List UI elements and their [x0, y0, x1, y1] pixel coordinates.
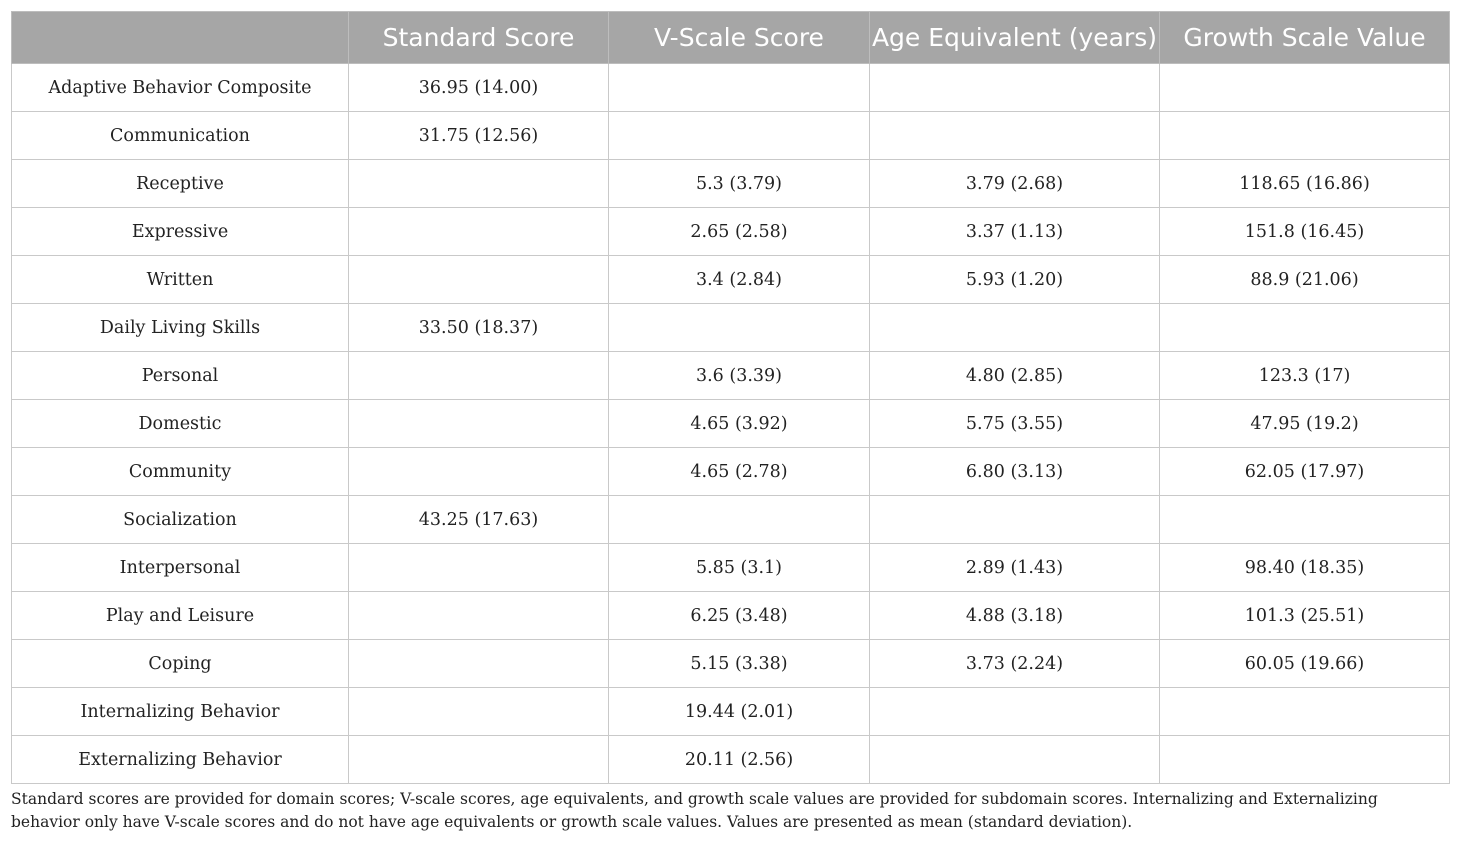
- cell-age-equivalent: 3.37 (1.13): [870, 208, 1160, 256]
- cell-measure: Domestic: [12, 400, 349, 448]
- table-row: [12, 736, 1450, 784]
- table-header: [12, 12, 1450, 64]
- cell-growth-scale-value: [1160, 304, 1450, 352]
- cell-standard-score: [349, 640, 609, 688]
- cell-growth-scale-value: [1160, 736, 1450, 784]
- table-row: [12, 304, 1450, 352]
- cell-growth-scale-value: 101.3 (25.51): [1160, 592, 1450, 640]
- table-row: [12, 352, 1450, 400]
- table-container: [11, 11, 1449, 784]
- cell-v-scale-score: 3.4 (2.84): [609, 256, 870, 304]
- cell-measure: Expressive: [12, 208, 349, 256]
- cell-age-equivalent: 5.75 (3.55): [870, 400, 1160, 448]
- cell-growth-scale-value: 60.05 (19.66): [1160, 640, 1450, 688]
- table-row: [12, 64, 1450, 112]
- table-row: [12, 688, 1450, 736]
- cell-standard-score: [349, 736, 609, 784]
- cell-measure: Socialization: [12, 496, 349, 544]
- table-body: [12, 64, 1450, 784]
- cell-v-scale-score: 4.65 (3.92): [609, 400, 870, 448]
- cell-age-equivalent: 4.88 (3.18): [870, 592, 1160, 640]
- cell-standard-score: [349, 160, 609, 208]
- table-row: [12, 640, 1450, 688]
- table-row: [12, 448, 1450, 496]
- cell-growth-scale-value: 98.40 (18.35): [1160, 544, 1450, 592]
- cell-v-scale-score: 4.65 (2.78): [609, 448, 870, 496]
- cell-standard-score: 31.75 (12.56): [349, 112, 609, 160]
- header-cell-growth-scale-value: Growth Scale Value: [1160, 12, 1450, 64]
- cell-v-scale-score: 5.85 (3.1): [609, 544, 870, 592]
- cell-age-equivalent: [870, 64, 1160, 112]
- cell-age-equivalent: 5.93 (1.20): [870, 256, 1160, 304]
- cell-age-equivalent: 6.80 (3.13): [870, 448, 1160, 496]
- cell-growth-scale-value: 47.95 (19.2): [1160, 400, 1450, 448]
- cell-measure: Internalizing Behavior: [12, 688, 349, 736]
- cell-measure: Adaptive Behavior Composite: [12, 64, 349, 112]
- cell-v-scale-score: 3.6 (3.39): [609, 352, 870, 400]
- cell-growth-scale-value: 151.8 (16.45): [1160, 208, 1450, 256]
- cell-standard-score: 36.95 (14.00): [349, 64, 609, 112]
- cell-age-equivalent: [870, 688, 1160, 736]
- cell-age-equivalent: [870, 304, 1160, 352]
- cell-age-equivalent: 2.89 (1.43): [870, 544, 1160, 592]
- cell-standard-score: [349, 400, 609, 448]
- table-row: [12, 496, 1450, 544]
- scores-table: [11, 11, 1450, 784]
- cell-measure: Play and Leisure: [12, 592, 349, 640]
- cell-v-scale-score: 20.11 (2.56): [609, 736, 870, 784]
- cell-standard-score: [349, 256, 609, 304]
- header-row: [12, 12, 1450, 64]
- cell-growth-scale-value: [1160, 64, 1450, 112]
- cell-measure: Daily Living Skills: [12, 304, 349, 352]
- table-row: [12, 400, 1450, 448]
- cell-v-scale-score: 5.3 (3.79): [609, 160, 870, 208]
- cell-measure: Externalizing Behavior: [12, 736, 349, 784]
- cell-measure: Receptive: [12, 160, 349, 208]
- cell-standard-score: [349, 592, 609, 640]
- cell-measure: Written: [12, 256, 349, 304]
- cell-growth-scale-value: 123.3 (17): [1160, 352, 1450, 400]
- cell-growth-scale-value: 62.05 (17.97): [1160, 448, 1450, 496]
- header-cell-age-equivalent: Age Equivalent (years): [870, 12, 1160, 64]
- cell-measure: Personal: [12, 352, 349, 400]
- table-row: [12, 592, 1450, 640]
- cell-standard-score: 43.25 (17.63): [349, 496, 609, 544]
- header-cell-standard-score: Standard Score: [349, 12, 609, 64]
- header-cell-v-scale-score: V-Scale Score: [609, 12, 870, 64]
- cell-v-scale-score: 19.44 (2.01): [609, 688, 870, 736]
- cell-growth-scale-value: 118.65 (16.86): [1160, 160, 1450, 208]
- cell-measure: Interpersonal: [12, 544, 349, 592]
- cell-measure: Communication: [12, 112, 349, 160]
- table-footnote: Standard scores are provided for domain scores; V-scale scores, age equivalents, and growth scale values are provided for subdomain scores. Internalizing and Externalizing behavior only have V-scale scores and do not have age equivalents or growth scale values. Values are presented as mean (standard deviation).: [11, 790, 1378, 831]
- table-row: [12, 208, 1450, 256]
- cell-standard-score: [349, 544, 609, 592]
- cell-standard-score: [349, 352, 609, 400]
- cell-v-scale-score: [609, 304, 870, 352]
- header-cell-measure: [12, 12, 349, 64]
- table-row: [12, 256, 1450, 304]
- cell-measure: Coping: [12, 640, 349, 688]
- cell-growth-scale-value: [1160, 496, 1450, 544]
- cell-age-equivalent: [870, 736, 1160, 784]
- cell-v-scale-score: 5.15 (3.38): [609, 640, 870, 688]
- cell-v-scale-score: [609, 112, 870, 160]
- cell-v-scale-score: [609, 64, 870, 112]
- cell-standard-score: 33.50 (18.37): [349, 304, 609, 352]
- cell-standard-score: [349, 448, 609, 496]
- cell-v-scale-score: [609, 496, 870, 544]
- cell-standard-score: [349, 688, 609, 736]
- cell-standard-score: [349, 208, 609, 256]
- table-row: [12, 544, 1450, 592]
- cell-age-equivalent: 4.80 (2.85): [870, 352, 1160, 400]
- cell-age-equivalent: 3.73 (2.24): [870, 640, 1160, 688]
- cell-growth-scale-value: 88.9 (21.06): [1160, 256, 1450, 304]
- table-row: [12, 112, 1450, 160]
- cell-v-scale-score: 6.25 (3.48): [609, 592, 870, 640]
- cell-age-equivalent: [870, 112, 1160, 160]
- cell-v-scale-score: 2.65 (2.58): [609, 208, 870, 256]
- cell-measure: Community: [12, 448, 349, 496]
- cell-age-equivalent: [870, 496, 1160, 544]
- table-row: [12, 160, 1450, 208]
- cell-age-equivalent: 3.79 (2.68): [870, 160, 1160, 208]
- cell-growth-scale-value: [1160, 112, 1450, 160]
- cell-growth-scale-value: [1160, 688, 1450, 736]
